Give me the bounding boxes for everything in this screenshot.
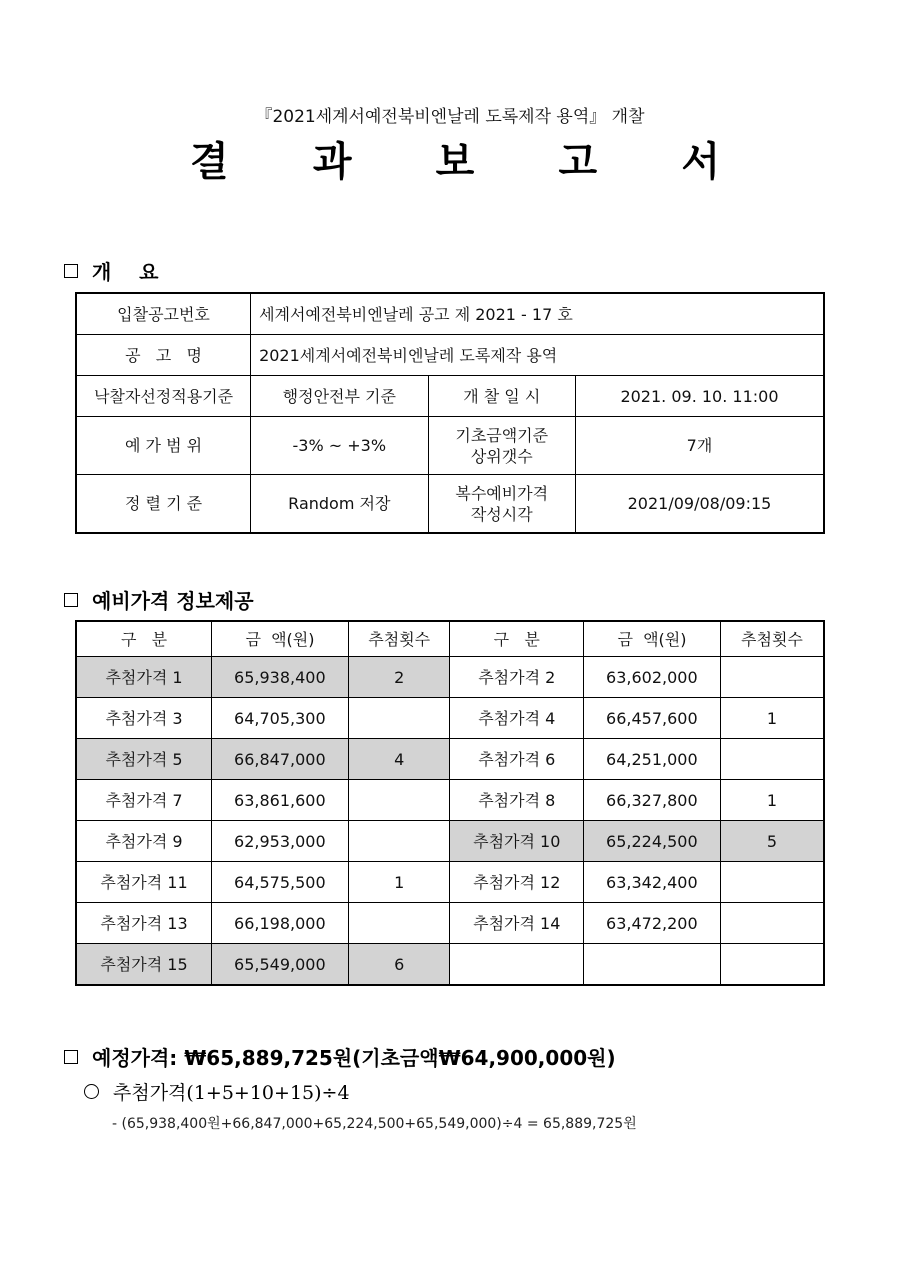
- checkbox-icon: [64, 593, 78, 607]
- value-cell: 2021. 09. 10. 11:00: [575, 376, 824, 417]
- price-amount: 66,847,000: [212, 739, 349, 780]
- table-row: [76, 417, 824, 475]
- column-header: 추첨횟수: [720, 621, 824, 657]
- formula-text: 추첨가격(1+5+10+15)÷4: [113, 1082, 350, 1104]
- draw-count: [720, 944, 824, 986]
- table-row: [76, 293, 824, 335]
- label-cell: 공 고 명: [76, 335, 251, 376]
- table-row: [76, 657, 824, 698]
- value-cell: 행정안전부 기준: [251, 376, 428, 417]
- price-amount: 66,327,800: [584, 780, 721, 821]
- price-amount: 66,198,000: [212, 903, 349, 944]
- estimate-heading: [64, 1042, 616, 1071]
- price-amount: 64,705,300: [212, 698, 349, 739]
- label-cell: 낙찰자선정적용기준: [76, 376, 251, 417]
- price-name: 추첨가격 15: [76, 944, 212, 986]
- price-amount: 65,938,400: [212, 657, 349, 698]
- title-char: 결: [190, 139, 229, 185]
- value-cell: 7개: [575, 417, 824, 475]
- value-cell: 2021세계서예전북비엔날레 도록제작 용역: [251, 335, 824, 376]
- formula-line: [84, 1078, 350, 1105]
- table-row: [76, 780, 824, 821]
- price-name: 추첨가격 1: [76, 657, 212, 698]
- estimate-heading-text: 예정가격: ₩65,889,725원(기초금액₩64,900,000원): [92, 1046, 616, 1070]
- label-cell: 예 가 범 위: [76, 417, 251, 475]
- draw-count: 1: [720, 698, 824, 739]
- price-amount: 66,457,600: [584, 698, 721, 739]
- table-row: [76, 376, 824, 417]
- price-amount: 62,953,000: [212, 821, 349, 862]
- price-amount: 63,472,200: [584, 903, 721, 944]
- checkbox-icon: [64, 264, 78, 278]
- document-subtitle: 『2021세계서예전북비엔날레 도록제작 용역』 개찰: [255, 107, 645, 127]
- label-cell: 입찰공고번호: [76, 293, 251, 335]
- draw-count: [348, 903, 450, 944]
- title-char: 과: [312, 139, 352, 185]
- table-row: [76, 739, 824, 780]
- draw-count: 6: [348, 944, 450, 986]
- label-cell: 기초금액기준 상위갯수: [428, 417, 575, 475]
- price-amount: 63,602,000: [584, 657, 721, 698]
- price-name: 추첨가격 4: [450, 698, 584, 739]
- price-name: 추첨가격 8: [450, 780, 584, 821]
- price-name: 추첨가격 7: [76, 780, 212, 821]
- price-name: 추첨가격 13: [76, 903, 212, 944]
- price-amount: 65,549,000: [212, 944, 349, 986]
- price-name: [450, 944, 584, 986]
- value-cell: 2021/09/08/09:15: [575, 475, 824, 534]
- circle-bullet-icon: [84, 1084, 99, 1099]
- price-amount: 63,861,600: [212, 780, 349, 821]
- table-row: [76, 944, 824, 986]
- draw-count: 2: [348, 657, 450, 698]
- price-name: 추첨가격 12: [450, 862, 584, 903]
- column-header: 금 액(원): [212, 621, 349, 657]
- title-char: 고: [558, 139, 598, 185]
- table-row: [76, 335, 824, 376]
- draw-count: [348, 780, 450, 821]
- draw-count: [720, 739, 824, 780]
- document-title: [190, 130, 720, 187]
- table-row: [76, 698, 824, 739]
- draw-count: 5: [720, 821, 824, 862]
- price-name: 추첨가격 6: [450, 739, 584, 780]
- price-name: 추첨가격 2: [450, 657, 584, 698]
- value-cell: 세계서예전북비엔날레 공고 제 2021 - 17 호: [251, 293, 824, 335]
- price-name: 추첨가격 9: [76, 821, 212, 862]
- price-name: 추첨가격 10: [450, 821, 584, 862]
- table-row: [76, 862, 824, 903]
- price-amount: 64,251,000: [584, 739, 721, 780]
- draw-count: [720, 862, 824, 903]
- price-name: 추첨가격 14: [450, 903, 584, 944]
- prices-heading: [64, 585, 254, 614]
- column-header: 추첨횟수: [348, 621, 450, 657]
- draw-count: [720, 903, 824, 944]
- title-char: 보: [435, 139, 475, 185]
- draw-count: 1: [348, 862, 450, 903]
- table-row: [76, 821, 824, 862]
- price-amount: 65,224,500: [584, 821, 721, 862]
- draw-count: 4: [348, 739, 450, 780]
- label-cell: 정 렬 기 준: [76, 475, 251, 534]
- price-name: 추첨가격 11: [76, 862, 212, 903]
- overview-heading-text: 개 요: [92, 260, 159, 284]
- column-header: 구 분: [450, 621, 584, 657]
- draw-count: [720, 657, 824, 698]
- table-row: [76, 475, 824, 534]
- table-row: [76, 903, 824, 944]
- price-amount: 64,575,500: [212, 862, 349, 903]
- table-header-row: [76, 621, 824, 657]
- calculation-line: - (65,938,400원+66,847,000+65,224,500+65,549,000)÷4 = 65,889,725원: [112, 1116, 637, 1132]
- price-name: 추첨가격 3: [76, 698, 212, 739]
- draw-count: [348, 821, 450, 862]
- draw-count: 1: [720, 780, 824, 821]
- draw-count: [348, 698, 450, 739]
- prices-heading-text: 예비가격 정보제공: [92, 589, 254, 613]
- overview-table: [75, 292, 825, 534]
- title-char: 서: [681, 139, 720, 185]
- price-amount: [584, 944, 721, 986]
- column-header: 금 액(원): [584, 621, 721, 657]
- value-cell: Random 저장: [251, 475, 428, 534]
- price-amount: 63,342,400: [584, 862, 721, 903]
- label-cell: 개 찰 일 시: [428, 376, 575, 417]
- label-cell: 복수예비가격 작성시각: [428, 475, 575, 534]
- column-header: 구 분: [76, 621, 212, 657]
- value-cell: -3% ~ +3%: [251, 417, 428, 475]
- price-table: [75, 620, 825, 986]
- checkbox-icon: [64, 1050, 78, 1064]
- overview-heading: [64, 256, 159, 285]
- price-name: 추첨가격 5: [76, 739, 212, 780]
